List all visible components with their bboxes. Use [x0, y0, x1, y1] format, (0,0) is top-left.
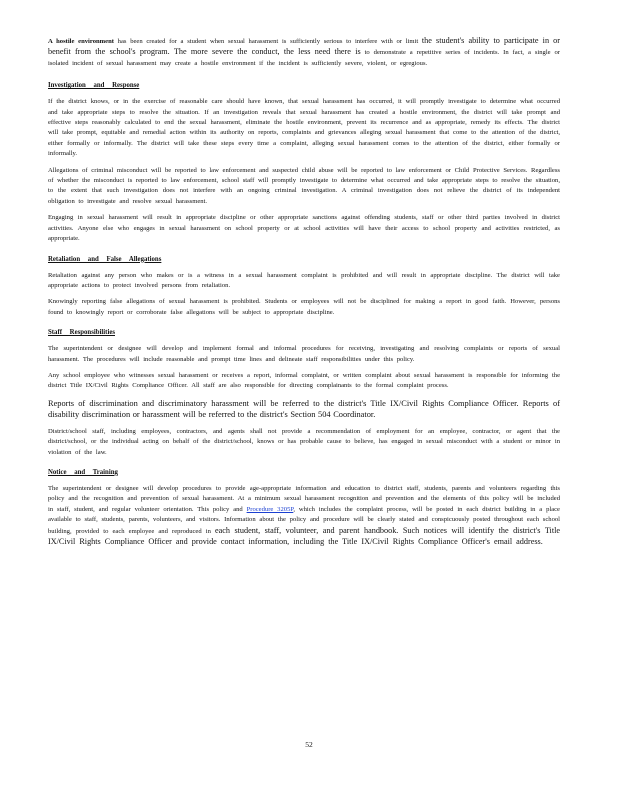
staff-paragraph-1: The superintendent or designee will develop and implement formal and informal procedures for receiving, investigating and resolving complaints or reports of sexual harassment. The procedures will include reasonable and prompt time lines and delineate staff responsibilities under this policy. [48, 345, 560, 363]
staff-paragraph-4: District/school staff, including employees, contractors, and agents shall not provide a recommendation of employment for an employee, contractor, or agent that the district/school, or the individual acting on behalf of the district/school, knows or has probable cause to believe, has engaged in sexual misconduct with a student or minor in violation of the law. [48, 427, 560, 456]
hostile-environment-lead: A hostile environment [48, 38, 114, 45]
staff-referral-paragraph: Reports of discrimination and discriminatory harassment will be referred to the district's Title IX/Civil Rights Compliance Officer. Reports of disability discrimination or harassment will be referred to the district's Section 504 Coordinator. [48, 398, 560, 420]
hostile-environment-text-1: has been created for a student when sexual harassment is sufficiently serious to interfere with or limit [113, 38, 422, 45]
investigation-heading: Investigation and Response [48, 82, 140, 90]
investigation-paragraph-3: Engaging in sexual harassment will result in appropriate discipline or other appropriate sanctions against offending students, staff or other third parties involved in district activities. Anyone else who engages in sexual harassment on school property or at school activities will have their access to school property and activities restricted, as appropriate. [48, 214, 560, 243]
retaliation-heading: Retaliation and False Allegations [48, 255, 162, 263]
notice-text-2: , which includes the complaint process, will be posted in each district building in a place available to staff, students, parents, volunteers, and visitors. Information about the policy and procedure will be clearly stated and conspicuously posted throughout each school building, provided to each employee and reproduced in [48, 505, 560, 535]
procedure-3205p-link[interactable]: Procedure 3205P [246, 505, 294, 513]
hostile-environment-emphasis: the student's ability to participate in or benefit from the school's program. The more severe the conduct, the less need there is [48, 36, 560, 57]
hostile-environment-paragraph [48, 36, 560, 69]
hostile-environment-text-2: to demonstrate a repetitive series of incidents. In fact, a single or isolated incident of sexual harassment may create a hostile environment if the incident is sufficiently severe, violent, or egregious. [48, 49, 560, 67]
page-content [48, 36, 560, 554]
staff-heading: Staff Responsibilities [48, 329, 115, 337]
notice-text-1: The superintendent or designee will develop procedures to provide age-appropriate information and education to district staff, students, parents and volunteers regarding this policy and the recognition and prevention of sexual harassment. At a minimum sexual harassment recognition and prevention and the elements of this policy will be included in staff, student, and regular volunteer orientation. This policy and [48, 484, 560, 513]
notice-paragraph [48, 484, 560, 548]
investigation-paragraph-2: Allegations of criminal misconduct will be reported to law enforcement and suspected child abuse will be reported to law enforcement or Child Protective Services. Regardless of whether the misconduct is reported to law enforcement, school staff will promptly investigate to determine what occurred and take appropriate steps to resolve the situation, to the extent that such investigation does not interfere with an ongoing criminal investigation. A criminal investigation does not relieve the district of its independent obligation to investigate and resolve sexual harassment. [48, 166, 560, 205]
notice-emphasis: each student, staff, volunteer, and parent handbook. Such notices will identify the district's Title IX/Civil Rights Compliance Officer and provide contact information, including the Title IX/Civil Rights Compliance Officer's email address. [48, 525, 560, 546]
retaliation-paragraph-2: Knowingly reporting false allegations of sexual harassment is prohibited. Students or employees will not be disciplined for making a report in good faith. However, persons found to knowingly report or corroborate false allegations will be subject to appropriate discipline. [48, 298, 560, 316]
notice-heading: Notice and Training [48, 468, 118, 476]
page-number: 52 [305, 740, 313, 749]
investigation-paragraph-1: If the district knows, or in the exercise of reasonable care should have known, that sexual harassment has occurred, it will promptly investigate to determine what occurred and take appropriate steps to resolve the situation. If an investigation reveals that sexual harassment has created a hostile environment, the district will take prompt and effective steps reasonably calculated to end the sexual harassment, eliminate the hostile environment, prevent its recurrence and as appropriate, remedy its effects. The district will take prompt, equitable and remedial action within its authority on reports, complaints and grievances alleging sexual harassment that come to the attention of the district, either formally or informally. The district will take these steps every time a complaint, alleging sexual harassment comes to the attention of the district, either formally or informally. [48, 98, 560, 158]
retaliation-paragraph-1: Retaliation against any person who makes or is a witness in a sexual harassment complaint is prohibited and will result in appropriate discipline. The district will take appropriate actions to protect involved persons from retaliation. [48, 271, 560, 289]
staff-paragraph-2: Any school employee who witnesses sexual harassment or receives a report, informal complaint, or written complaint about sexual harassment is responsible for informing the district Title IX/Civil Rights Compliance Officer. All staff are also responsible for directing complainants to the formal complaint process. [48, 371, 560, 390]
